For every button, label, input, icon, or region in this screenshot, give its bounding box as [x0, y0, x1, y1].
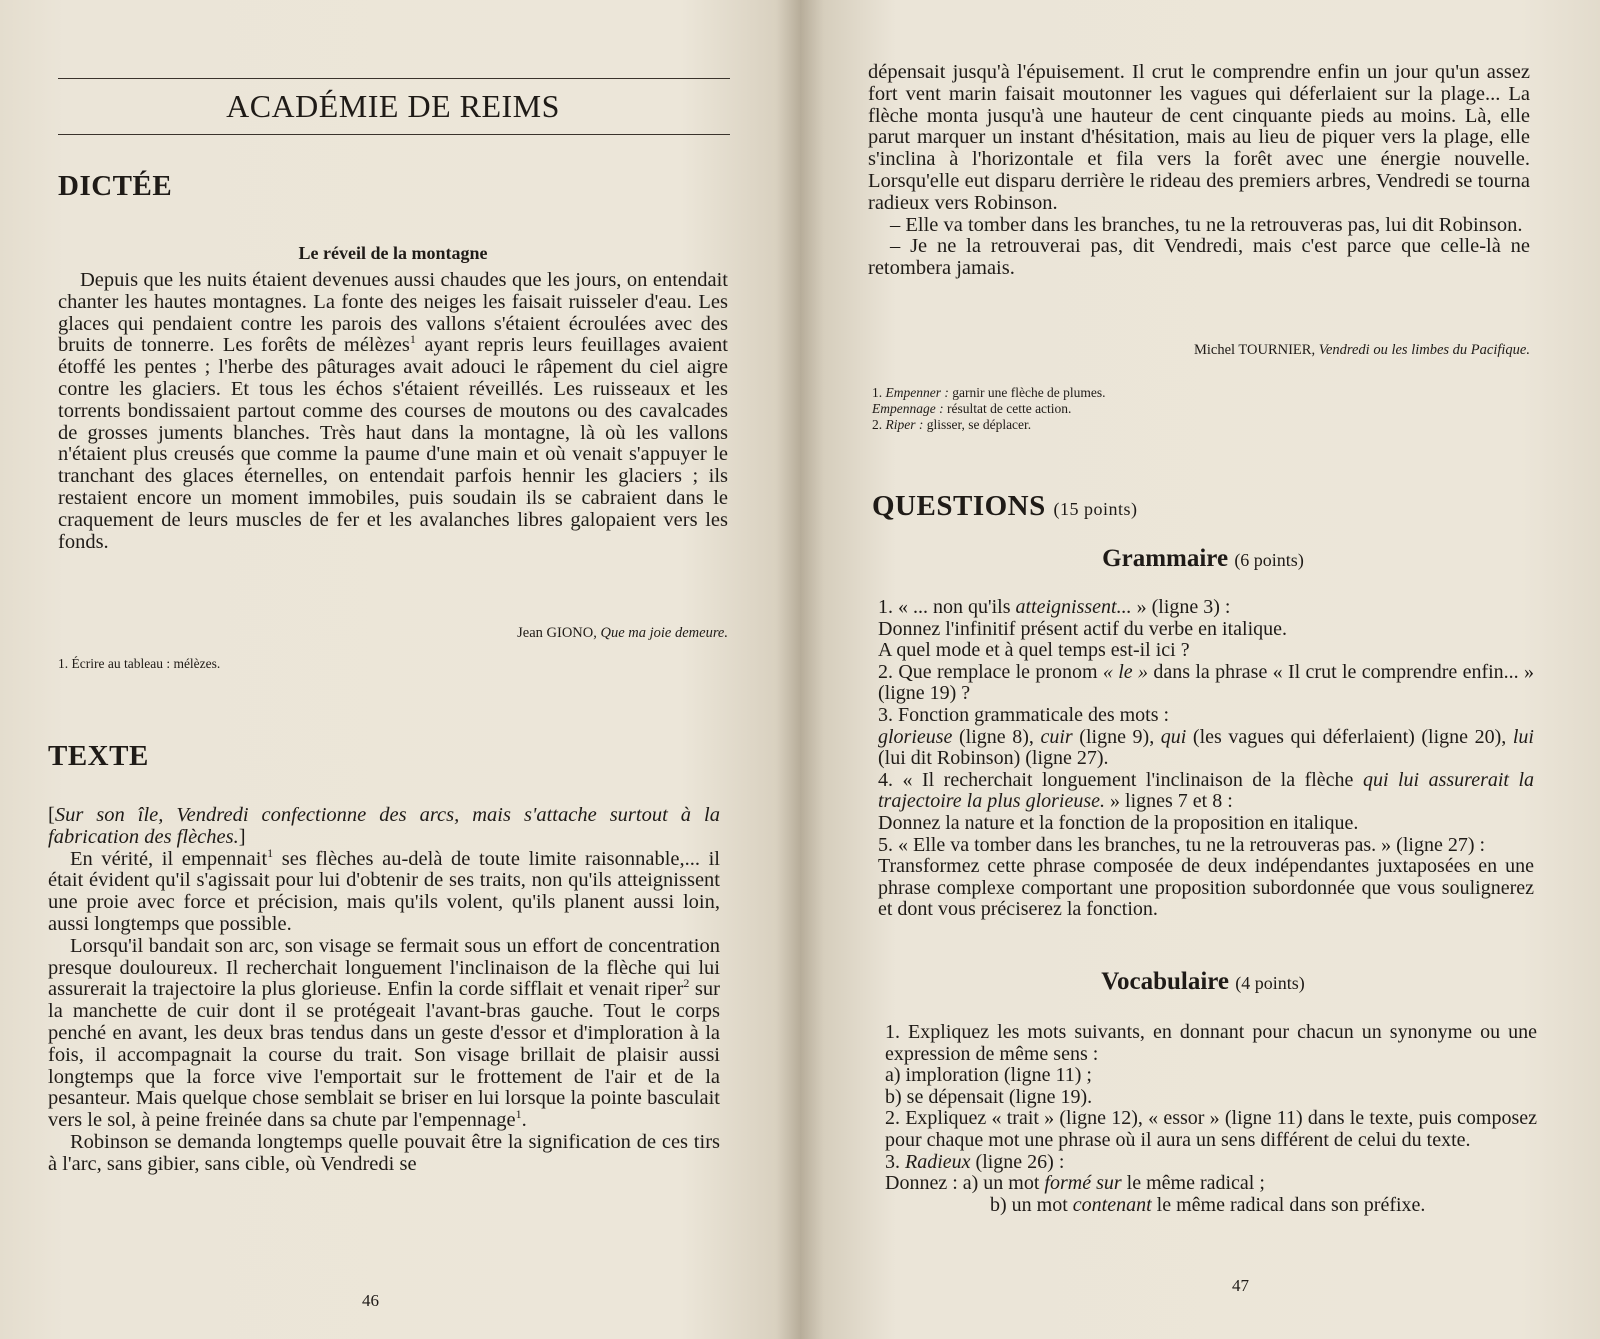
bracket-close: ] [238, 825, 246, 848]
question-1 [878, 597, 1534, 619]
page-right [800, 0, 1600, 1339]
question-1-c: Donnez l'infinitif présent actif du verbe en italique. [878, 617, 1288, 640]
q3-e: (lui dit Robinson) (ligne 27). [878, 747, 1109, 770]
questions-heading-label: QUESTIONS [872, 490, 1046, 522]
question-5-b: Transformez cette phrase composée de deux indépendantes juxtaposées en une phrase complexe comportant une proposition subordonnée que vous soulignerez et dont vous préciserez la fonction. [878, 855, 1534, 921]
vocab-3 [885, 1152, 1537, 1174]
dictee-author-work: Que ma joie demeure. [600, 625, 728, 641]
vocab-3-italic: Radieux [905, 1150, 971, 1173]
q4-b: » lignes 7 et 8 : [1105, 790, 1233, 813]
question-3: 3. Fonction grammaticale des mots : [878, 703, 1170, 726]
dictee-heading: DICTÉE [58, 170, 173, 202]
texte-p2-c: . [521, 1109, 527, 1132]
grammaire-heading [872, 545, 1534, 573]
texte-body [48, 805, 720, 1176]
vocab-1b: b) se dépensait (ligne 19). [885, 1085, 1093, 1108]
footnote-1-label: 1. [872, 385, 886, 400]
vocabulaire-label: Vocabulaire [1101, 968, 1230, 995]
q2-a: 2. Que remplace le pronom [878, 660, 1103, 683]
dictee-text-b: ayant repris leurs feuillages avaient étoffé les pentes ; l'herbe des pâturages avait adouci le râpement du ciel aigre contre les glaciers. Et tous les échos s'étaient réveillés. Les ruisseaux et les torrents bondissaient partout comme des courses de moutons ou des cavalcades de grosses juments blanches. Très haut dans la montagne, là où les vallons n'étaient plus creusés que comme la paume d'une main et où venait s'appuyer le tranchant des glaces éternelles, on entendait parfois hennir les glaciers ; ils restaient encore un moment immobiles, puis soudain ils se cabraient dans le craquement de leurs muscles de fer et les avalanches libres galopaient vers les fonds. [58, 334, 728, 553]
vocab-3-a: 3. [885, 1150, 905, 1173]
dictee-author [300, 625, 728, 642]
vocab-3c-a: Donnez : a) un mot [885, 1172, 1045, 1195]
footnote-ref: 1 [267, 845, 274, 860]
grammaire-points: (6 points) [1234, 550, 1304, 570]
vocab-1a: a) imploration (ligne 11) ; [885, 1064, 1092, 1087]
vocab-3d-a: b) un mot [990, 1193, 1073, 1216]
texte-continuation [868, 62, 1530, 280]
vocab-3c [885, 1173, 1537, 1195]
question-4-c: Donnez la nature et la fonction de la proposition en italique. [878, 811, 1359, 834]
questions-points: (15 points) [1053, 499, 1138, 519]
page-number-right: 47 [1232, 1276, 1249, 1295]
q1-b: » (ligne 3) : [1131, 596, 1231, 618]
q3-d: (les vagues qui déferlaient) (ligne 20), [1186, 725, 1513, 748]
dictee-footnote: 1. Écrire au tableau : mélèzes. [58, 656, 221, 671]
bracket-open: [ [48, 804, 55, 826]
grammaire-questions [878, 597, 1534, 921]
texte-author-work: Vendredi ou les limbes du Pacifique. [1318, 342, 1530, 358]
vocabulaire-questions [885, 1022, 1537, 1216]
dictee-author-name: Jean GIONO, [517, 625, 601, 641]
q3-word-1: glorieuse [878, 725, 953, 748]
footnote-2-label: 2. [872, 417, 886, 432]
header-rule-bottom [58, 134, 730, 135]
q3-b: (ligne 8), [952, 725, 1041, 748]
question-3-detail [878, 727, 1534, 770]
texte-p2-a: Lorsqu'il bandait son arc, son visage se fermait sous un effort de concentration presque douloureux. Il recherchait longuement l'inclinaison de la flèche qui lui assurerait la trajectoire la plus glorieuse. Enfin la corde sifflait et venait riper [48, 934, 720, 1001]
q1-italic: atteignissent... [1015, 596, 1132, 618]
q4-italic: qui lui assurerait la trajectoire la plus glorieuse. [878, 768, 1535, 813]
grammaire-label: Grammaire [1102, 545, 1229, 572]
vocab-2: 2. Expliquez « trait » (ligne 12), « essor » (ligne 11) dans le texte, puis composez pour chaque mot une phrase où il aura un sens différent de celui du texte. [885, 1107, 1537, 1151]
texte-author-name: Michel TOURNIER, [1193, 342, 1319, 358]
question-5: 5. « Elle va tomber dans les branches, tu ne la retrouveras pas. » (ligne 27) : [878, 833, 1486, 856]
questions-heading [872, 490, 1137, 523]
footnote-2-def: glisser, se déplacer. [923, 417, 1032, 432]
texte-intro-text: Sur son île, Vendredi confectionne des arcs, mais s'attache surtout à la fabrication des flèches. [48, 804, 720, 848]
texte-paragraph-1 [48, 845, 721, 936]
texte-paragraph-3: Robinson se demanda longtemps quelle pouvait être la signification de ces tirs à l'arc, sans gibier, sans cible, où Vendredi se [48, 1130, 720, 1175]
vocab-3d [885, 1195, 1537, 1217]
dialog-line-2: – Je ne la retrouverai pas, dit Vendredi, mais c'est parce que celle-là ne retombera jamais. [868, 235, 1530, 280]
q2-b: dans la phrase « Il crut le comprendre enfin... » (ligne 19) ? [878, 660, 1534, 705]
q3-c: (ligne 9), [1072, 725, 1161, 748]
footnote-1-term: Empenner : [885, 385, 949, 400]
q3-word-3: qui [1160, 725, 1187, 748]
header-rule-top [58, 78, 730, 79]
footnote-1b [872, 401, 1472, 417]
page-number-left: 46 [362, 1291, 379, 1310]
footnote-2-term: Riper : [885, 417, 924, 432]
vocab-3d-b: le même radical dans son préfixe. [1151, 1193, 1426, 1216]
texte-author [1050, 342, 1530, 359]
vocab-3c-b: le même radical ; [1121, 1172, 1265, 1195]
vocab-3c-italic: formé sur [1044, 1172, 1122, 1195]
texte-p1-a: En vérité, il empennait [70, 847, 268, 870]
q2-italic: « le » [1102, 660, 1149, 683]
footnote-2 [872, 417, 1472, 433]
texte-p1-b: ses flèches au-delà de toute limite raisonnable,... il était évident qu'il s'agissait pour lui d'obtenir de ses traits, non qu'ils atteignissent une proie avec force et précision, mais qu'ils volent, qu'ils planent aussi loin, aussi longtemps que possible. [48, 847, 721, 935]
q3-word-2: cuir [1040, 725, 1073, 748]
continuation-text: dépensait jusqu'à l'épuisement. Il crut le comprendre enfin un jour qu'un assez fort vent marin faisait moutonner les vagues qui déferlaient sur la plage... La flèche monta jusqu'à une hauteur de cent cinquante pieds au moins. Là, elle parut marquer un instant d'hésitation, mais au lieu de piquer vers la plage, elle s'inclina à l'horizontale et fila vers la forêt avec une énergie nouvelle. Lorsqu'elle eut disparu derrière le rideau des premiers arbres, Vendredi se tourna radieux vers Robinson. [868, 61, 1530, 214]
texte-paragraph-2 [48, 936, 720, 1132]
vocab-3d-italic: contenant [1072, 1193, 1152, 1216]
q4-a: 4. « Il recherchait longuement l'inclinaison de la flèche [878, 768, 1363, 791]
texte-p2-b: sur la manchette de cuir dont il se protégeait l'avant-bras gauche. Tout le corps penché en avant, les deux bras tendus dans un geste d'essor et d'imploration à la fois, il accompagnait la course du trait. Son visage brillait de plaisir aussi longtemps que la force vive l'emportait sur le frottement de l'air et de la pesanteur. Mais quelque chose semblait se briser en lui lorsque la pointe basculait vers le sol, à peine freinée dans sa chute par l'empennage [48, 978, 720, 1132]
footnote-ref: 1 [409, 332, 416, 347]
footnote-ref: 1 [515, 1107, 522, 1122]
texte-intro [48, 805, 720, 849]
footnote-1-def: garnir une flèche de plumes. [948, 385, 1106, 400]
footnote-1b-term: Empennage : [872, 401, 944, 416]
vocab-3-b: (ligne 26) : [970, 1150, 1065, 1173]
dictee-text-a: Depuis que les nuits étaient devenues aussi chaudes que les jours, on entendait chanter les hautes montagnes. La fonte des neiges les faisait ruisseler d'eau. Les glaces qui pendaient contre les parois des vallons s'étaient écroulées avec des bruits de tonnerre. Les forêts de mélèzes [58, 269, 728, 357]
vocab-1: 1. Expliquez les mots suivants, en donnant pour chacun un synonyme ou une expression de même sens : [885, 1021, 1537, 1065]
dialog-line-1: – Elle va tomber dans les branches, tu ne la retrouveras pas, lui dit Robinson. [890, 213, 1523, 236]
question-1-d: A quel mode et à quel temps est-il ici ? [878, 639, 1190, 662]
page-header: ACADÉMIE DE REIMS [226, 88, 560, 124]
q3-word-4: lui [1512, 725, 1534, 748]
texte-heading: TEXTE [48, 740, 149, 772]
q1-a: 1. « ... non qu'ils [878, 596, 1016, 618]
footnote-ref: 2 [683, 976, 690, 991]
vocabulaire-heading [872, 968, 1534, 996]
vocabulaire-points: (4 points) [1235, 973, 1305, 993]
footnote-1b-def: résultat de cette action. [943, 401, 1072, 416]
question-4 [878, 770, 1534, 813]
dictee-text [58, 270, 728, 553]
texte-footnotes [872, 385, 1472, 433]
dictee-title: Le réveil de la montagne [298, 243, 488, 263]
footnote-1 [872, 385, 1472, 401]
question-2 [878, 662, 1534, 705]
